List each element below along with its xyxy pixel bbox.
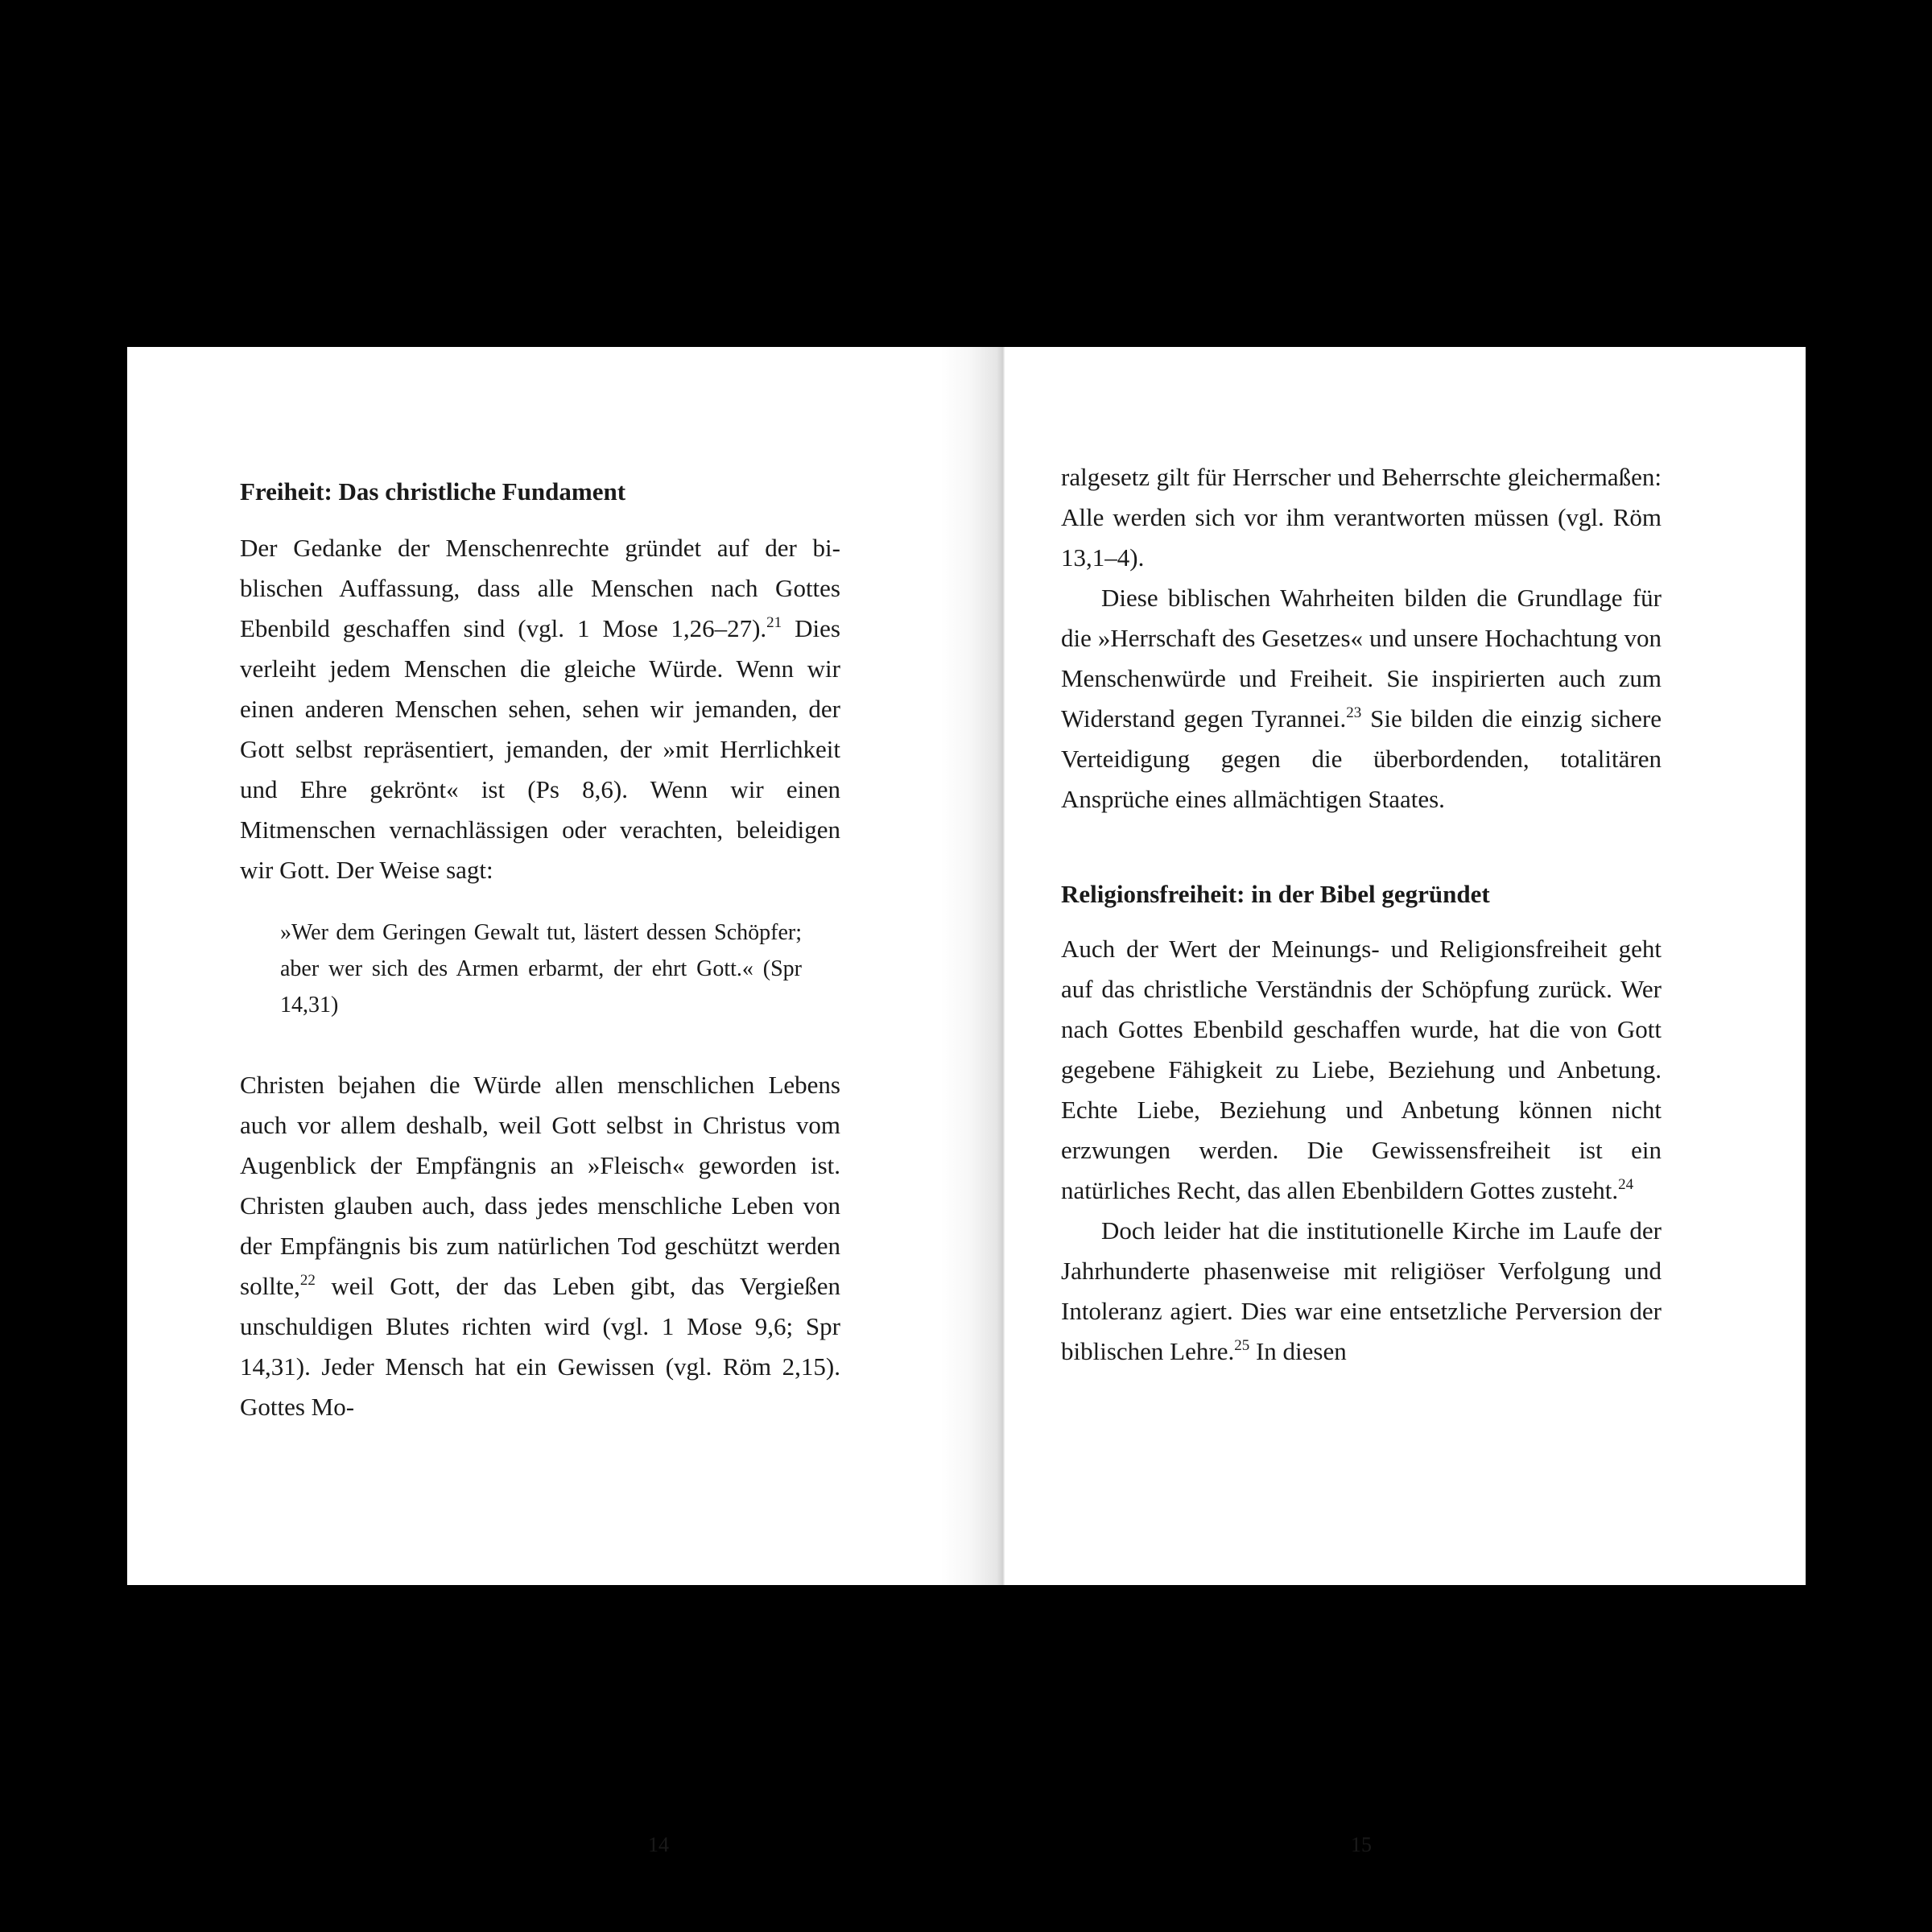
footnote-ref: 22 xyxy=(299,1272,316,1289)
left-page xyxy=(127,347,966,1856)
left-text-block xyxy=(240,472,840,1427)
block-quote: »Wer dem Geringen Gewalt tut, lästert dessen Schöpfer; aber wer sich des Armen erbarmt, der ehrt Gott.« (Spr 14,31) xyxy=(280,920,802,1018)
paragraph-text: Auch der Wert der Meinungs- und Religionsfreiheit geht auf das christliche Verständnis der Schöpfung zurück. Wer nach Gottes Ebenbild geschaffen wurde, hat die von Gott gegebene Fähigkeit zu Liebe, Beziehung und Anbetung. Echte Liebe, Beziehung und Anbetung können nicht erzwungen werden. Die Gewissensfreiheit ist ein natürliches Recht, das allen Ebenbildern Gottes zusteht. xyxy=(1061,935,1662,1204)
paragraph-text: Sie bilden die einzig sichere Verteidigung gegen die überbordenden, totalitären Ansprüche eines allmächtigen Staates. xyxy=(1061,704,1662,813)
book-spread xyxy=(127,347,1806,1856)
paragraph-text: Doch leider hat die institutionelle Kirche im Laufe der Jahrhunderte phasenweise mit religiöser Verfolgung und Intoleranz agiert. Dies war eine entsetzliche Perversion der biblischen Lehre. xyxy=(1061,1216,1662,1365)
page-number-left: 14 xyxy=(648,1833,669,1856)
paragraph-text: Der Gedanke der Menschenrechte gründet auf der biblischen Auffassung, dass alle Menschen nach Gottes Ebenbild geschaffen sind (vgl. 1 Mose 1,26–27). xyxy=(240,534,840,642)
paragraph-meinungsfreiheit xyxy=(1061,929,1662,1211)
section-heading-religionsfreiheit: Religionsfreiheit: in der Bibel gegründet xyxy=(1061,880,1490,908)
paragraph-kirche xyxy=(1061,1211,1662,1372)
footnote-ref: 23 xyxy=(1346,704,1362,721)
right-page xyxy=(967,347,1806,1856)
footnote-ref: 21 xyxy=(766,614,782,631)
footnote-ref: 25 xyxy=(1234,1337,1250,1354)
paragraph-text: weil Gott, der das Leben gibt, das Vergießen unschuldigen Blutes richten wird (vgl. 1 Mose 9,6; Spr 14,31). Jeder Mensch hat ein Gewissen (vgl. Röm 2,15). Gottes Mo- xyxy=(240,1272,840,1421)
paragraph-wuerde xyxy=(240,1065,840,1427)
paragraph-menschenrechte xyxy=(240,528,840,890)
footnote-ref: 24 xyxy=(1618,1176,1634,1193)
section-heading-freiheit: Freiheit: Das christliche Fundament xyxy=(240,477,626,506)
right-text-block xyxy=(1061,457,1662,1372)
paragraph-text: Diese biblischen Wahrheiten bilden die Grundlage für die »Herrschaft des Gesetzes« und unsere Hochachtung von Menschenwürde und Freiheit. Sie inspirierten auch zum Widerstand gegen Tyrannei. xyxy=(1061,584,1662,733)
paragraph-text: Christen bejahen die Würde allen menschlichen Lebens auch vor allem deshalb, weil Gott selbst in Christus vom Augenblick der Empfängnis an »Fleisch« geworden ist. Christen glauben auch, dass jedes menschliche Leben von der Empfängnis bis zum natürlichen Tod geschützt werden sollte, xyxy=(240,1071,840,1300)
paragraph-moralgesetz: ralgesetz gilt für Herrscher und Beherrschte gleichermaßen: Alle werden sich vor ihm verantworten müssen (vgl. Röm 13,1–4). xyxy=(1061,463,1662,572)
paragraph-text: In diesen xyxy=(1249,1337,1347,1365)
paragraph-text: Dies verleiht jedem Menschen die gleiche Würde. Wenn wir einen anderen Menschen sehen, sehen wir jemanden, der Gott selbst repräsentiert, jemanden, der »mit Herrlichkeit und Ehre gekrönt« ist (Ps 8,6). Wenn wir einen Mitmenschen vernachlässigen oder verachten, beleidigen wir Gott. Der Weise sagt: xyxy=(240,614,840,884)
paragraph-wahrheiten xyxy=(1061,578,1662,819)
page-number-right: 15 xyxy=(1351,1833,1372,1856)
